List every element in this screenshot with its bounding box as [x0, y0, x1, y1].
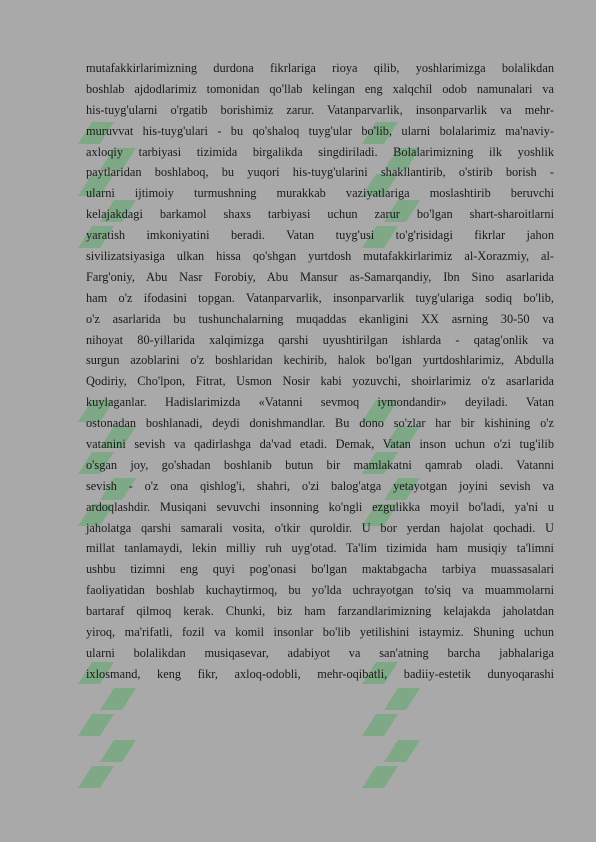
text-line: muruvvat his-tuyg'ulari - bu qo'shaloq tuyg'ular bo'lib, ularni bolalarimiz ma'naviy-: [86, 123, 554, 138]
text-line: yaratish imkoniyatini beradi. Vatan tuyg'usi to'g'risidagi fikrlar jahon: [86, 228, 554, 243]
text-line: faoliyatidan boshlab kuchaytirmoq, bu yo'lda uchrayotgan to'siq va muammolarni: [86, 583, 554, 598]
text-line: ularni bolalikdan musiqasevar, adabiyot va san'atning barcha jabhalariga: [86, 645, 554, 660]
text-line: ostonadan boshlanadi, deydi donishmandlar. Bu dono so'zlar har bir kishining o'z: [86, 416, 554, 431]
text-line: sevish - o'z ona qishlog'i, shahri, o'zi balog'atga yetayotgan joyini sevish va: [86, 478, 554, 493]
text-line: bartaraf qilmoq kerak. Chunki, biz ham farzandlarimizning kelajakda jaholatdan: [86, 604, 554, 619]
text-line: jaholatga qarshi samarali vosita, o'tkir quroldir. U bor yerdan hajolat qochadi. U: [86, 520, 554, 535]
text-line: nihoyat 80-yillarida xalqimizga qarshi uyushtirilgan ishlarda - qatag'onlik va: [86, 332, 554, 347]
text-line: kuylaganlar. Hadislarimizda «Vatanni sevmoq iymondandir» deyiladi. Vatan: [86, 395, 554, 410]
text-line: axloqiy tarbiyasi tizimida birgalikda singdiriladi. Bolalarimizning ilk yoshlik: [86, 144, 554, 159]
text-line: vatanini sevish va qadirlashga da'vad etadi. Demak, Vatan inson uchun o'zi tug'ilib: [86, 437, 554, 452]
text-line: paytlaridan boshlaboq, bu yuqori his-tuyg'ularini shakllantirib, o'stirib borish -: [86, 165, 554, 180]
text-line: boshlab ajdodlarimiz tomonidan qo'llab kelingan eng xalqchil odob namunalari va: [86, 81, 554, 96]
body-paragraph: [86, 58, 554, 685]
text-line: ixlosmand, keng fikr, axloq-odobli, mehr-oqibatli, badiiy-estetik dunyoqarashi: [86, 666, 554, 681]
text-line: ularni ijtimoiy turmushning murakkab vaziyatlariga moslashtirib beruvchi: [86, 186, 554, 201]
text-line: kelajakdagi barkamol shaxs tarbiyasi uchun zarur bo'lgan shart-sharoitlarni: [86, 207, 554, 222]
text-line: surgun azoblarini o'z boshlaridan kechirib, halok bo'lgan yurtdoshlarimiz, Abdulla: [86, 353, 554, 368]
text-line: ardoqlashdir. Musiqani sevuvchi insonning ko'ngli ezgulikka moyil bo'ladi, ya'ni u: [86, 499, 554, 514]
text-line: sivilizatsiyasiga ulkan hissa qo'shgan yurtdosh mutafakkirlarimiz al-Xorazmiy, al-: [86, 249, 554, 264]
text-line: Farg'oniy, Abu Nasr Forobiy, Abu Mansur as-Samarqandiy, Ibn Sino asarlarida: [86, 269, 554, 284]
text-line: ham o'z ifodasini topgan. Vatanparvarlik, insonparvarlik tuyg'ulariga sodiq bo'lib,: [86, 290, 554, 305]
text-line: his-tuyg'ularni o'rgatib borishimiz zarur. Vatanparvarlik, insonparvarlik va mehr-: [86, 102, 554, 117]
text-line: yiroq, ma'rifatli, fozil va komil insonlar bo'lib yetilishini istaymiz. Shuning uchun: [86, 625, 554, 640]
text-line: millat tanlamaydi, lekin milliy ruh uyg'otad. Ta'lim tizimida ham musiqiy ta'limni: [86, 541, 554, 556]
text-line: o'sgan joy, go'shadan boshlanib butun bir mamlakatni qamrab oladi. Vatanni: [86, 457, 554, 472]
text-line: ushbu tizimni eng quyi pog'onasi bo'lgan maktabgacha tarbiya muassasalari: [86, 562, 554, 577]
text-line: Qodiriy, Cho'lpon, Fitrat, Usmon Nosir kabi yozuvchi, shoirlarimiz o'z asarlarida: [86, 374, 554, 389]
text-line: o'z asarlarida bu tushunchalarning muqaddas ekanligini XX asrning 30-50 va: [86, 311, 554, 326]
text-line: mutafakkirlarimizning durdona fikrlariga rioya qilib, yoshlarimizga bolalikdan: [86, 61, 554, 75]
